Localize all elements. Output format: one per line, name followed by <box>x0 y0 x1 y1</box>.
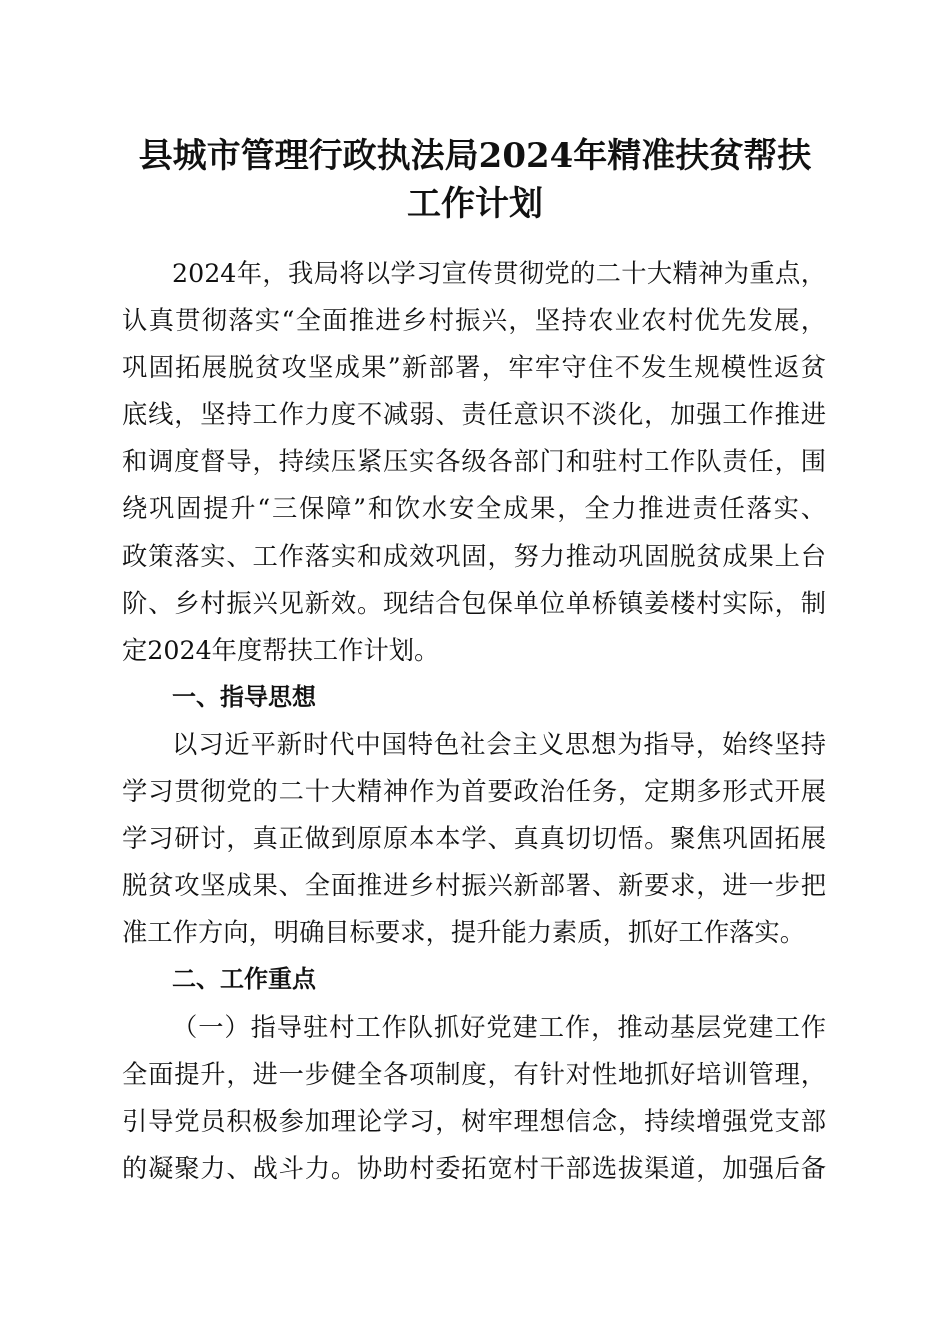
section-heading-guiding-thought: 一、指导思想 <box>172 682 316 711</box>
paragraph-line: （一）指导驻村工作队抓好党建工作，推动基层党建工作 <box>172 1012 826 1042</box>
paragraph-line: 政策落实、工作落实和成效巩固，努力推动巩固脱贫成果上台 <box>122 541 826 571</box>
paragraph-line: 底线，坚持工作力度不减弱、责任意识不淡化，加强工作推进 <box>122 400 826 430</box>
document-title <box>118 132 832 228</box>
paragraph-line: 巩固拓展脱贫攻坚成果”新部署，牢牢守住不发生规模性返贫 <box>122 353 826 383</box>
section2-paragraph <box>122 1004 826 1192</box>
paragraph-line: 的凝聚力、战斗力。协助村委拓宽村干部选拔渠道，加强后备 <box>122 1153 826 1183</box>
title-line-1: 县城市管理行政执法局2024年精准扶贫帮扶 <box>138 136 812 176</box>
document-body <box>122 250 826 1192</box>
intro-paragraph <box>122 250 826 674</box>
paragraph-line: 绕巩固提升“三保障”和饮水安全成果，全力推进责任落实、 <box>122 494 826 524</box>
section-heading-work-focus: 二、工作重点 <box>172 965 316 994</box>
paragraph-line: 准工作方向，明确目标要求，提升能力素质，抓好工作落实。 <box>122 918 806 948</box>
paragraph-line: 以习近平新时代中国特色社会主义思想为指导，始终坚持 <box>172 729 826 759</box>
paragraph-line: 2024年，我局将以学习宣传贯彻党的二十大精神为重点， <box>172 259 826 288</box>
title-line-2: 工作计划 <box>407 184 543 224</box>
paragraph-line: 全面提升，进一步健全各项制度，有针对性地抓好培训管理， <box>122 1059 826 1089</box>
paragraph-line: 认真贯彻落实“全面推进乡村振兴，坚持农业农村优先发展， <box>122 306 826 336</box>
paragraph-line: 学习研讨，真正做到原原本本学、真真切切悟。聚焦巩固拓展 <box>122 824 826 854</box>
paragraph-line: 脱贫攻坚成果、全面推进乡村振兴新部署、新要求，进一步把 <box>122 871 826 901</box>
paragraph-line: 定2024年度帮扶工作计划。 <box>122 635 440 665</box>
paragraph-line: 学习贯彻党的二十大精神作为首要政治任务，定期多形式开展 <box>122 777 826 807</box>
paragraph-line: 阶、乡村振兴见新效。现结合包保单位单桥镇姜楼村实际，制 <box>122 588 826 618</box>
paragraph-line: 引导党员积极参加理论学习，树牢理想信念，持续增强党支部 <box>122 1106 826 1136</box>
paragraph-line: 和调度督导，持续压紧压实各级各部门和驻村工作队责任，围 <box>122 447 826 477</box>
section1-paragraph <box>122 721 826 956</box>
